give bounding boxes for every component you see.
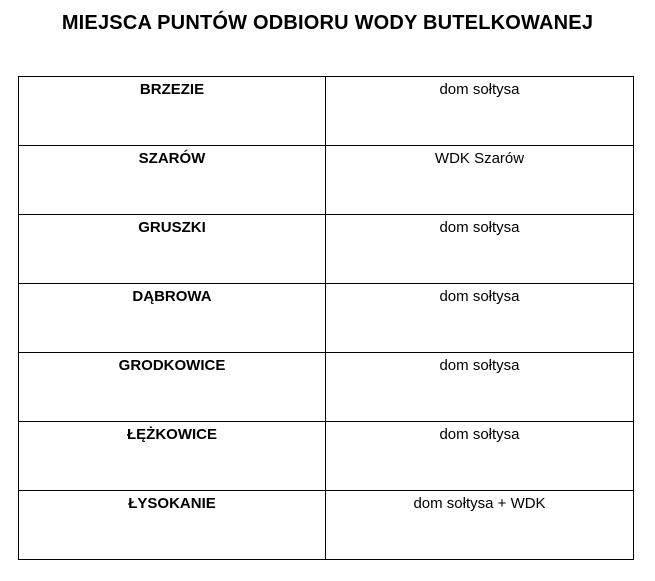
table-row xyxy=(19,77,634,146)
place-cell: DĄBROWA xyxy=(19,284,326,353)
location-cell: dom sołtysa xyxy=(326,77,634,146)
table-row xyxy=(19,491,634,560)
location-cell: dom sołtysa xyxy=(326,284,634,353)
place-cell: GRODKOWICE xyxy=(19,353,326,422)
table-row xyxy=(19,284,634,353)
location-cell: WDK Szarów xyxy=(326,146,634,215)
place-cell: GRUSZKI xyxy=(19,215,326,284)
table-row xyxy=(19,146,634,215)
location-cell: dom sołtysa xyxy=(326,215,634,284)
table-row xyxy=(19,422,634,491)
place-cell: BRZEZIE xyxy=(19,77,326,146)
place-cell: SZARÓW xyxy=(19,146,326,215)
document-title: MIEJSCA PUNTÓW ODBIORU WODY BUTELKOWANEJ xyxy=(61,12,594,34)
location-cell: dom sołtysa + WDK xyxy=(326,491,634,560)
pickup-points-table xyxy=(18,76,634,560)
location-cell: dom sołtysa xyxy=(326,422,634,491)
table-row xyxy=(19,215,634,284)
location-cell: dom sołtysa xyxy=(326,353,634,422)
place-cell: ŁĘŻKOWICE xyxy=(19,422,326,491)
table-row xyxy=(19,353,634,422)
place-cell: ŁYSOKANIE xyxy=(19,491,326,560)
